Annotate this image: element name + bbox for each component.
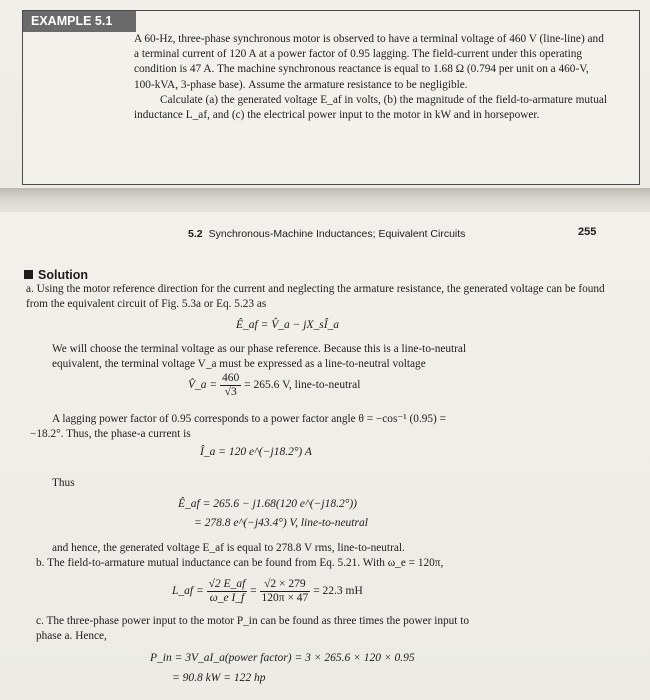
running-head (188, 228, 465, 240)
problem-statement: A 60-Hz, three-phase synchronous motor is observed to have a terminal voltage of 460 V (line-line) and a terminal current of 120 A at a power factor of 0.95 lagging. The field-current under this operating condition is 47 A. The machine synchronous reactance is equal to 1.68 Ω (0.794 per unit on a 460-V, 100-kVA, 3-phase base). Assume the armature resistance to be negligible. (134, 33, 604, 91)
eq5-rhs: = 22.3 mH (313, 585, 363, 598)
eq2-fraction (220, 372, 241, 399)
solution-heading-text: Solution (38, 268, 88, 282)
page-separator (0, 188, 650, 212)
example-problem (134, 32, 608, 123)
eq5-f2-denominator: 120π × 47 (261, 592, 309, 604)
part-b-intro: b. The field-to-armature mutual inductance can be found from Eq. 5.21. With ω_e = 120π, (36, 557, 444, 569)
eq2-rhs: = 265.6 V, line-to-neutral (244, 379, 361, 392)
eq2-denominator: √3 (224, 386, 237, 398)
eq5-f1-denominator: ω_e I_f (209, 592, 245, 604)
eq5-fraction-1 (207, 578, 248, 605)
eq5-f1-numerator: √2 E_af (208, 578, 246, 590)
eq2-numerator: 460 (222, 372, 240, 384)
equation-mutual-inductance (172, 578, 363, 605)
equation-power-line2: = 90.8 kW = 122 hp (172, 672, 266, 684)
equation-power-line1: P_in = 3V_aI_a(power factor) = 3 × 265.6 × 120 × 0.95 (150, 652, 415, 664)
section-title: Synchronous-Machine Inductances; Equivalent Circuits (208, 228, 466, 240)
eq5-equals: = (250, 585, 257, 598)
example-page (0, 0, 650, 188)
eq5-f2-numerator: √2 × 279 (260, 578, 311, 592)
thus-label: Thus (52, 477, 75, 489)
part-c-intro: c. The three-phase power input to the motor P_in can be found as three times the power input to phase a. Hence, (36, 615, 470, 642)
phase-reference-text: We will choose the terminal voltage as our phase reference. Because this is a line-to-neutral equivalent, the terminal voltage V_a must be expressed as a line-to-neutral voltage (52, 343, 467, 370)
power-factor-text: A lagging power factor of 0.95 corresponds to a power factor angle θ = −cos⁻¹ (0.95) = −18.2°. Thus, the phase-a current is (30, 413, 447, 440)
solution-heading (24, 268, 88, 282)
equation-phase-current: Î_a = 120 e^(−j18.2°) A (200, 446, 312, 458)
eq5-fraction-2 (260, 578, 311, 605)
equation-eaf-line2: = 278.8 e^(−j43.4°) V, line-to-neutral (194, 517, 368, 529)
problem-questions: Calculate (a) the generated voltage E_af in volts, (b) the magnitude of the field-to-armature mutual inductance L_af, and (c) the electrical power input to the motor in kW and in horsepower. (134, 93, 607, 122)
equation-terminal-voltage (188, 372, 360, 399)
equation-generated-voltage: Ê_af = V̂_a − jX_sÎ_a (236, 319, 340, 331)
example-label: EXAMPLE 5.1 (23, 11, 136, 32)
page-number: 255 (578, 226, 597, 238)
section-number: 5.2 (188, 228, 203, 240)
solution-page (0, 212, 650, 700)
eq2-lhs: V̂_a = (188, 379, 218, 392)
equation-eaf-line1: Ê_af = 265.6 − j1.68(120 e^(−j18.2°)) (178, 498, 358, 510)
eq5-lhs: L_af = (172, 585, 204, 598)
generated-voltage-result: and hence, the generated voltage E_af is equal to 278.8 V rms, line-to-neutral. (52, 542, 405, 554)
part-a-intro: a. Using the motor reference direction for the current and neglecting the armature resistance, the generated voltage can be found from the equivalent circuit of Fig. 5.3a or Eq. 5.23 as (26, 283, 605, 310)
square-bullet-icon (24, 270, 33, 279)
